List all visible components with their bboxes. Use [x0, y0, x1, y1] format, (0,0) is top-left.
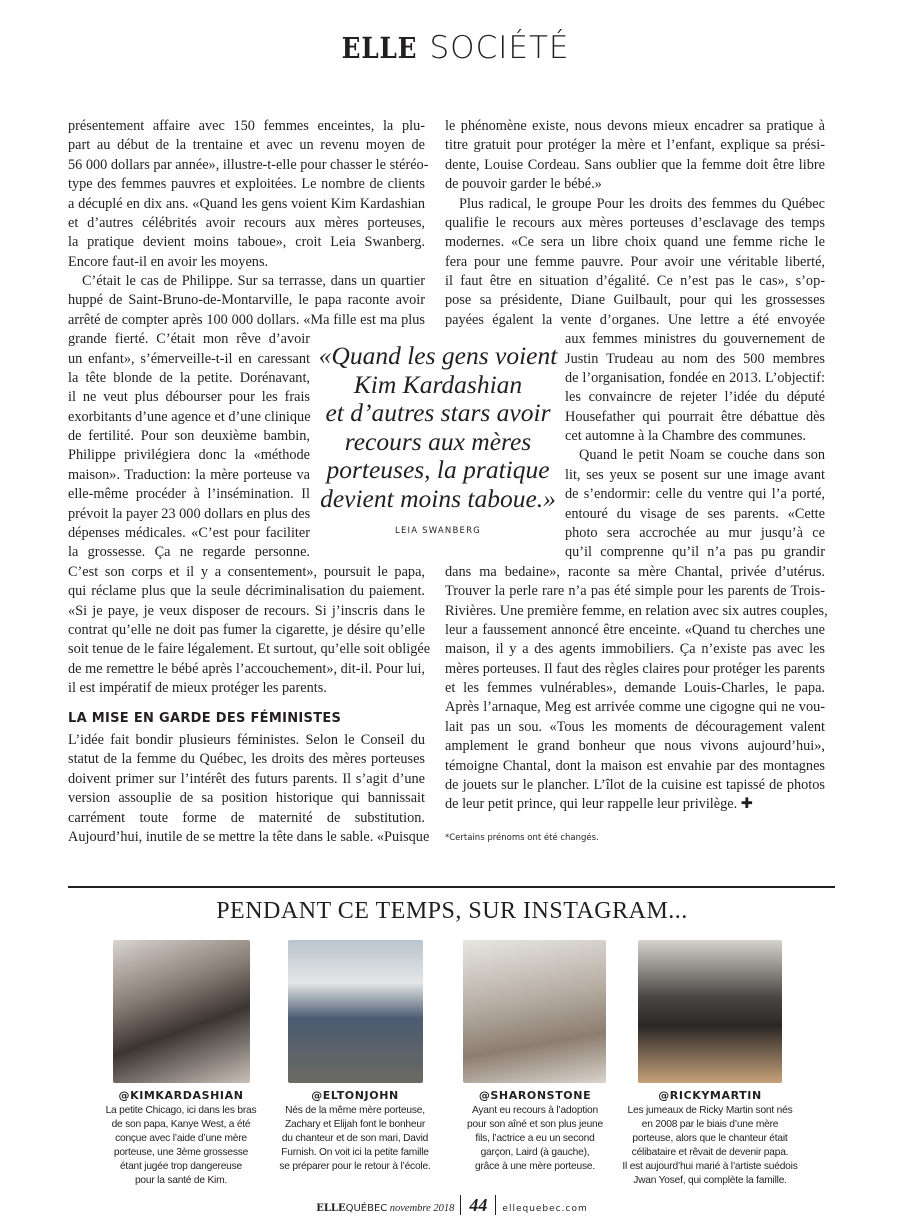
- text-line: elle-même procéder à l’insémination. Il: [68, 486, 310, 503]
- caption-line: célibataire et rêvait de devenir papa.: [631, 1147, 789, 1158]
- caption-line: se préparer pour le retour à l’école.: [279, 1161, 431, 1172]
- text-line: statut de la femme du Québec, les droits des mères porteuses: [68, 751, 425, 768]
- caption-line: en 2008 par le biais d’une mère: [641, 1119, 779, 1130]
- text-line: titre gratuit pour protéger la mère et l’enfant, explique sa prési-: [445, 137, 825, 154]
- text-line: payées égalent la vente d’organes. Une lettre a été envoyée: [445, 311, 825, 328]
- text-line: dans ma bedaine», raconte sa mère Chantal, privée d’utérus.: [445, 563, 825, 580]
- instagram-section-title: PENDANT CE TEMPS, SUR INSTAGRAM...: [216, 898, 688, 924]
- instagram-handle: @RICKYMARTIN: [658, 1089, 762, 1102]
- text-line: carrément toute forme de maternité de substitution.: [68, 809, 425, 826]
- caption-line: Furnish. On voit ici la petite famille: [281, 1147, 429, 1158]
- text-line: témoigne Chantal, dont la maison est envahie par des montagnes: [445, 757, 825, 774]
- photo-sharonstone: [463, 940, 606, 1083]
- divider: [68, 886, 835, 888]
- caption-line: Jwan Yosef, qui complète la famille.: [633, 1175, 787, 1186]
- text-line: L’idée fait bondir plusieurs féministes. Selon le Conseil du: [68, 732, 425, 748]
- elle-logo: ELLE: [341, 31, 417, 65]
- text-line: de fertilité. Pour son deuxième bambin,: [68, 428, 310, 445]
- text-line: aux femmes ministres du gouvernement de: [565, 331, 825, 348]
- caption-line: fils, l’actrice a eu un second: [475, 1133, 595, 1144]
- text-line: fera pour une femme pauvre. Pour avoir une véritable liberté,: [445, 253, 825, 270]
- caption-line: Les jumeaux de Ricky Martin sont nés: [627, 1105, 793, 1116]
- text-line: version assouplie de sa position historique qui bannissait: [68, 790, 425, 807]
- instagram-post: [260, 1088, 450, 1174]
- pull-quote-line: et d’autres stars avoir: [325, 398, 551, 428]
- instagram-post: [86, 1088, 276, 1188]
- text-line: il est impératif de mieux protéger les parents.: [68, 680, 327, 697]
- text-line: lit, ses yeux se posent sur une image avant: [565, 466, 825, 483]
- section-title: SOCIÉTÉ: [429, 30, 570, 66]
- text-line: il ne veut plus débourser pour les frais: [68, 389, 310, 406]
- text-line: contrat qu’elle ne doit pas fumer la cigarette, je désire qu’elle: [68, 621, 425, 638]
- caption-line: du chanteur et de son mari, David: [281, 1133, 429, 1144]
- text-line: les convaincre de rejeter l’idée du député: [565, 389, 825, 406]
- text-line: de me remettre le bébé après l’accouchement», dit-il. Pour lui,: [68, 660, 425, 677]
- pull-quote-attribution: LEIA SWANBERG: [395, 526, 481, 536]
- text-line: dente, Louise Cordeau. Sans oublier que la femme doit être libre: [445, 156, 825, 173]
- instagram-handle: @KIMKARDASHIAN: [118, 1089, 244, 1102]
- text-line: il faut être en situation d’égalité. Ce n’est pas le cas», s’op-: [445, 273, 825, 290]
- footer-issue: novembre 2018: [389, 1203, 455, 1214]
- text-line: la pratique devient moins taboue», croit Leia Swanberg.: [68, 234, 425, 251]
- text-line: amplement le grand bonheur que nous vivons aujourd’hui»,: [445, 738, 825, 755]
- text-line: qu’il comprenne qu’il n’a pas pu grandir: [565, 544, 825, 561]
- text-line: un enfant», s’émerveille-t-il en caressant: [68, 350, 310, 367]
- text-line: dépenses médicales. «C’est pour faciliter: [68, 524, 310, 541]
- text-line: la grossesse. Ça ne regarde personne.: [68, 544, 310, 561]
- text-line: Justin Trudeau au nom des 500 membres: [565, 350, 825, 367]
- instagram-handle: @SHARONSTONE: [478, 1089, 592, 1102]
- pull-quote-line: porteuses, la pratique: [326, 455, 550, 485]
- text-line: «Si je paye, je veux disposer de recours. Si j’inscris dans le: [68, 602, 425, 619]
- text-line: qualifie le recours aux mères porteuses d’esclavage des temps: [445, 214, 825, 231]
- caption-line: Ayant eu recours à l’adoption: [472, 1105, 598, 1116]
- page-footer: [0, 1196, 904, 1218]
- text-line: 56 000 dollars par année», illustre-t-elle pour chasser le stéréo-: [68, 156, 429, 173]
- text-line: C’était le cas de Philippe. Sur sa terrasse, dans un quartier: [82, 273, 425, 290]
- text-line: cet automne à la Chambre des communes.: [565, 428, 806, 445]
- text-line: de leur petit prince, qui leur rappelle leur privilège. ✚: [445, 796, 753, 813]
- instagram-handle: @ELTONJOHN: [311, 1089, 399, 1102]
- subheading: LA MISE EN GARDE DES FÉMINISTES: [68, 711, 342, 726]
- text-line: entouré du visage de ses parents. «Cette: [565, 505, 825, 522]
- pull-quote-line: Kim Kardashian: [353, 369, 523, 399]
- text-line: Aujourd’hui, inutile de se mettre la tête dans le sable. «Puisque: [68, 828, 430, 845]
- text-line: pose sa présidente, Diane Guilbault, pour qui les grossesses: [445, 292, 825, 309]
- text-line: et d’autres célébrités avoir recours aux mères porteuses,: [68, 214, 425, 231]
- photo-kimkardashian: [113, 940, 250, 1083]
- caption-line: Il est aujourd’hui marié à l’artiste suédois: [622, 1161, 798, 1172]
- text-line: Plus radical, le groupe Pour les droits des femmes du Québec: [459, 195, 825, 212]
- text-line: la tête blonde de la petite. Dorénavant,: [68, 369, 310, 386]
- caption-line: pour son aîné et son plus jeune: [467, 1119, 603, 1130]
- text-line: de jouets sur le plancher. L’îlot de la cuisine est tapissé de photos: [445, 776, 825, 793]
- caption-line: porteuse, alors que le chanteur était: [632, 1133, 788, 1144]
- caption-line: garçon, Laird (à gauche),: [480, 1147, 590, 1158]
- text-line: arrêté de compter après 100 000 dollars. «Ma fille est ma plus: [68, 311, 425, 328]
- text-line: Après l’arnaque, Meg est arrivée comme une cigogne qui ne vou-: [445, 699, 825, 716]
- text-line: soit tenue de le faire légalement. Et surtout, qu’elle soit obligée: [68, 641, 431, 658]
- text-line: maison, il y a des agents immobiliers. Ça n’existe pas avec les: [445, 641, 825, 658]
- footnote: *Certains prénoms ont été changés.: [445, 833, 599, 843]
- text-line: de s’endormir: celle du ventre qui l’a porté,: [565, 486, 825, 503]
- instagram-post: [605, 1088, 815, 1188]
- section-header: [0, 28, 904, 68]
- text-line: maison». Traduction: la mère porteuse va: [68, 466, 310, 483]
- caption-line: pour la santé de Kim.: [134, 1175, 228, 1186]
- photo-rickymartin: [638, 940, 782, 1083]
- caption-line: grâce à une mère porteuse.: [475, 1161, 595, 1172]
- caption-line: porteuse, une 3ème grossesse: [113, 1147, 249, 1158]
- text-line: part au début de la trentaine et avec un revenu moyen de: [68, 137, 425, 154]
- text-line: et les femmes vulnérables», demande Louis-Charles, le papa.: [445, 680, 825, 697]
- text-line: a décuplé en dix ans. «Quand les gens voient Kim Kardashian: [68, 195, 425, 212]
- text-line: Quand le petit Noam se couche dans son: [579, 447, 825, 464]
- caption-line: La petite Chicago, ici dans les bras: [105, 1105, 257, 1116]
- footer-url[interactable]: ellequebec.com: [502, 1204, 588, 1214]
- text-line: C’est son corps et il y a consentement», poursuit le papa,: [68, 563, 425, 580]
- pull-quote: [318, 342, 558, 514]
- text-line: grande fierté. C’était mon rêve d’avoir: [68, 331, 310, 348]
- text-line: mères porteuses. Il faut des règles claires pour protéger les parents: [445, 660, 825, 677]
- text-line: prévoit la payer 23 000 dollars en plus des: [68, 505, 311, 522]
- text-line: huppé de Saint-Bruno-de-Montarville, le papa raconte avoir: [68, 292, 425, 309]
- footer-edition: QUÉBEC: [345, 1203, 388, 1214]
- text-line: le phénomène existe, nous devons mieux encadrer sa pratique à: [445, 118, 825, 134]
- text-line: doivent primer sur l’intérêt des futurs parents. Il s’agit d’une: [68, 770, 425, 787]
- text-line: exorbitants d’une agence et d’une clinique: [68, 408, 311, 425]
- pull-quote-line: recours aux mères: [344, 426, 532, 456]
- text-line: Encore faut-il en avoir les moyens.: [68, 253, 269, 270]
- photo-eltonjohn: [288, 940, 423, 1083]
- text-line: leur a faussement annoncé être enceinte. «Quand tu cherches une: [445, 621, 825, 638]
- caption-line: Zachary et Elijah font le bonheur: [284, 1119, 426, 1130]
- text-line: lait pas un sou. «Tous les moments de découragement valent: [445, 718, 825, 735]
- text-line: présentement affaire avec 150 femmes enceintes, la plu-: [68, 118, 425, 134]
- text-line: de l’organisation, fondée en 2013. L’objectif:: [565, 369, 825, 386]
- page-number: 44: [460, 1195, 496, 1215]
- text-line: photo sera accrochée au mur jusqu’à ce: [565, 524, 825, 541]
- text-line: Rivières. Une première femme, en relation avec six autres couples,: [445, 602, 828, 619]
- text-line: modernes. «Ce sera un libre choix quand une femme riche le: [445, 234, 825, 251]
- pull-quote-line: devient moins taboue.»: [320, 483, 556, 513]
- pull-quote-line: «Quand les gens voient: [318, 341, 558, 370]
- text-line: Philippe privilégiera donc la «méthode: [68, 447, 310, 464]
- instagram-post: [440, 1088, 630, 1174]
- caption-line: conçue avec l’aide d’une mère: [115, 1133, 247, 1144]
- caption-line: Nés de la même mère porteuse,: [285, 1105, 425, 1116]
- caption-line: de son papa, Kanye West, a été: [111, 1119, 251, 1130]
- text-line: de pouvoir garder le bébé.»: [445, 176, 602, 193]
- caption-line: étant jugée trop dangereuse: [119, 1161, 243, 1172]
- text-line: Housefather qui pourrait être débattue dès: [565, 408, 825, 425]
- text-line: qui réclame plus que la seule décriminalisation du paiement.: [68, 583, 425, 600]
- text-line: Trouver la perle rare n’a pas été simple pour les parents de Trois-: [445, 583, 825, 600]
- text-line: type des femmes pauvres et exploitées. Le nombre de clients: [68, 176, 425, 193]
- footer-brand: ELLE: [316, 1203, 346, 1214]
